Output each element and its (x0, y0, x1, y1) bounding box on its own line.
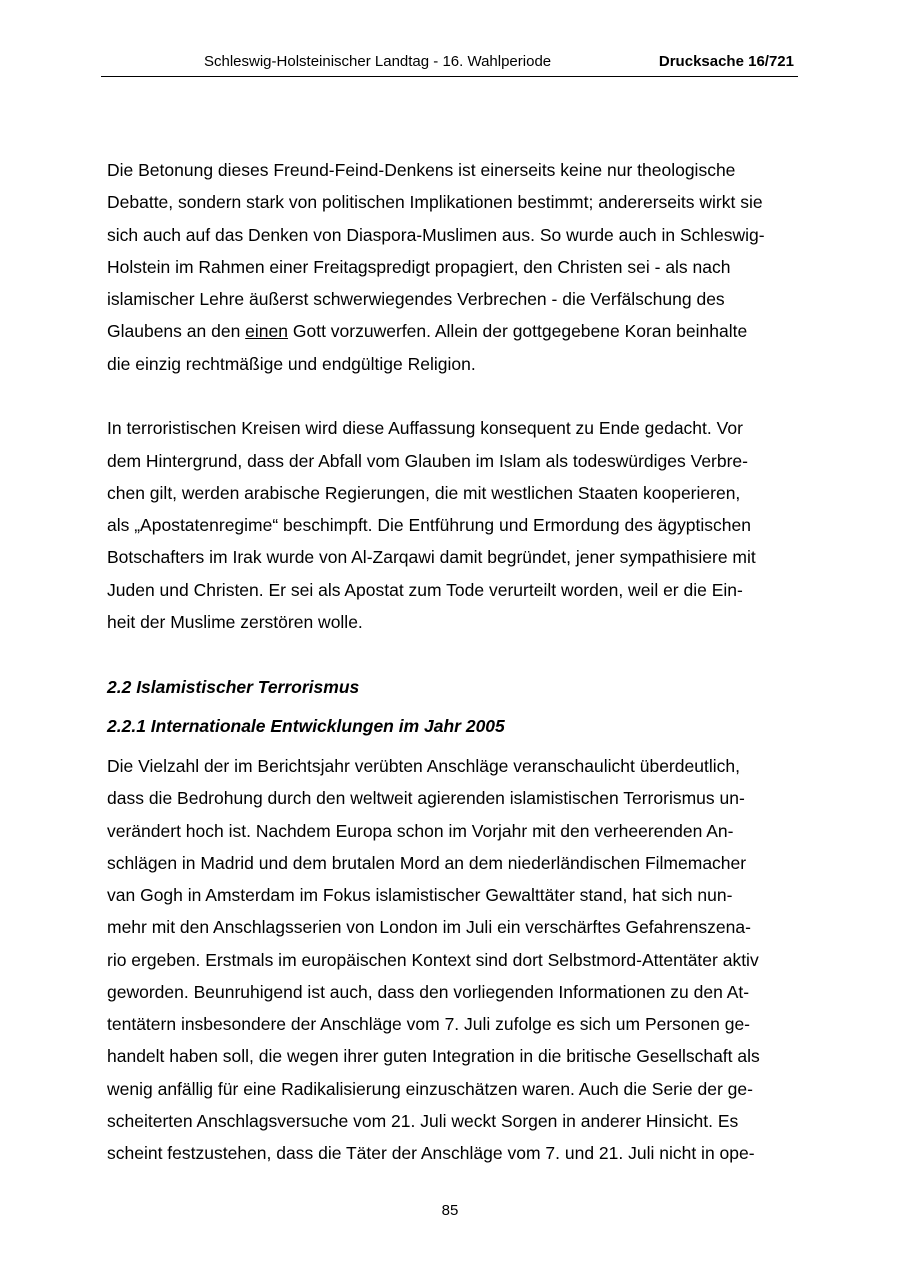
text-line: heit der Muslime zerstören wolle. (107, 612, 363, 632)
text-line: In terroristischen Kreisen wird diese Auffassung konsequent zu Ende gedacht. Vor (107, 418, 743, 438)
text-line: chen gilt, werden arabische Regierungen, die mit westlichen Staaten kooperieren, (107, 483, 741, 503)
text-line: tentätern insbesondere der Anschläge vom 7. Juli zufolge es sich um Personen ge- (107, 1014, 751, 1034)
page-number: 85 (441, 1202, 459, 1219)
text-segment: Glaubens an den (107, 321, 246, 341)
header-title: Schleswig-Holsteinischer Landtag - 16. Wahlperiode (204, 53, 552, 70)
text-line: sich auch auf das Denken von Diaspora-Muslimen aus. So wurde auch in Schleswig- (107, 225, 765, 245)
subsection-heading: 2.2.1 Internationale Entwicklungen im Jahr 2005 (107, 716, 505, 736)
text-line: scheint festzustehen, dass die Täter der Anschläge vom 7. und 21. Juli nicht in ope- (107, 1143, 755, 1163)
text-line: Botschafters im Irak wurde von Al-Zarqawi damit begründet, jener sympathisiere mit (107, 547, 756, 567)
text-line: handelt haben soll, die wegen ihrer guten Integration in die britische Gesellschaft als (107, 1046, 760, 1066)
page-header (101, 52, 798, 77)
header-doc-number: Drucksache 16/721 (658, 53, 794, 70)
text-line: Die Betonung dieses Freund-Feind-Denkens ist einerseits keine nur theologische (107, 160, 736, 180)
text-line: Holstein im Rahmen einer Freitagspredigt propagiert, den Christen sei - als nach (107, 257, 731, 277)
text-line: scheiterten Anschlagsversuche vom 21. Juli weckt Sorgen in anderer Hinsicht. Es (107, 1111, 739, 1131)
text-line: wenig anfällig für eine Radikalisierung einzuschätzen waren. Auch die Serie der ge- (107, 1079, 753, 1099)
text-line: die einzig rechtmäßige und endgültige Religion. (107, 354, 476, 374)
text-line: Debatte, sondern stark von politischen Implikationen bestimmt; andererseits wirkt sie (107, 192, 763, 212)
text-line: verändert hoch ist. Nachdem Europa schon im Vorjahr mit den verheerenden An- (107, 821, 734, 841)
text-line: dem Hintergrund, dass der Abfall vom Glauben im Islam als todeswürdiges Verbre- (107, 451, 748, 471)
text-line: islamischer Lehre äußerst schwerwiegendes Verbrechen - die Verfälschung des (107, 289, 725, 309)
text-segment: Gott vorzuwerfen. Allein der gottgegebene Koran beinhalte (288, 321, 748, 341)
text-line: dass die Bedrohung durch den weltweit agierenden islamistischen Terrorismus un- (107, 788, 745, 808)
underlined-word: einen (245, 321, 288, 341)
text-line: mehr mit den Anschlagsserien von London im Juli ein verschärftes Gefahrenszena- (107, 917, 751, 937)
text-line: schlägen in Madrid und dem brutalen Mord an dem niederländischen Filmemacher (107, 853, 747, 873)
text-line (107, 320, 747, 342)
text-line: van Gogh in Amsterdam im Fokus islamistischer Gewalttäter stand, hat sich nun- (107, 885, 733, 905)
text-line: als „Apostatenregime“ beschimpft. Die Entführung und Ermordung des ägyptischen (107, 515, 751, 535)
text-line: geworden. Beunruhigend ist auch, dass den vorliegenden Informationen zu den At- (107, 982, 750, 1002)
text-line: Die Vielzahl der im Berichtsjahr verübten Anschläge veranschaulicht überdeutlich, (107, 756, 740, 776)
section-heading: 2.2 Islamistischer Terrorismus (107, 677, 360, 697)
text-line: Juden und Christen. Er sei als Apostat zum Tode verurteilt worden, weil er die Ein- (107, 580, 743, 600)
text-line: rio ergeben. Erstmals im europäischen Kontext sind dort Selbstmord-Attentäter aktiv (107, 950, 759, 970)
